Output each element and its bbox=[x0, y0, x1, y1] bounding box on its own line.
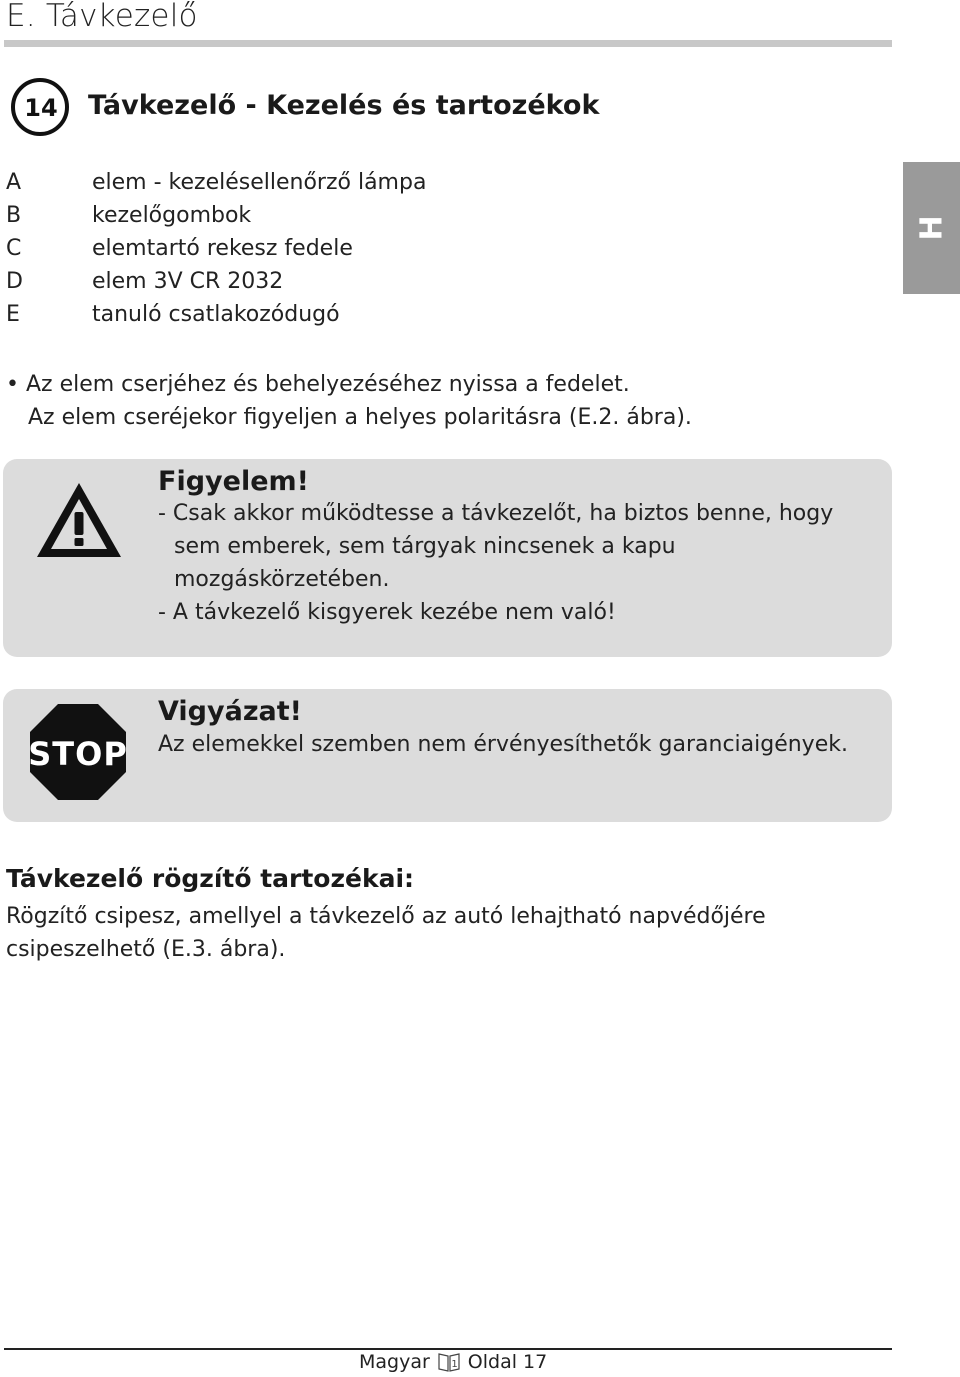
bullet-text-line-1: Az elem cserjéhez és behelyezéséhez nyissa a fedelet. bbox=[25, 372, 630, 397]
warning-line-1: - Csak akkor működtesse a távkezelőt, ha biztos benne, hogy bbox=[158, 501, 834, 526]
list-item bbox=[0, 269, 700, 302]
part-description: elemtartó rekesz fedele bbox=[92, 236, 353, 261]
bullet-text-line-2: Az elem cseréjekor figyeljen a helyes polaritásra (E.2. ábra). bbox=[28, 405, 692, 430]
parts-list bbox=[0, 170, 700, 335]
list-item bbox=[0, 302, 700, 335]
stop-sign-icon bbox=[28, 702, 128, 802]
caution-box bbox=[3, 689, 892, 822]
part-letter: A bbox=[6, 170, 22, 195]
page-footer bbox=[359, 1351, 547, 1373]
language-side-tab bbox=[903, 162, 960, 294]
section-number: 14 bbox=[24, 94, 58, 122]
part-letter: E bbox=[6, 302, 20, 327]
accessories-line-1: Rögzítő csipesz, amellyel a távkezelő az autó lehajtható napvédőjére bbox=[6, 904, 766, 929]
part-letter: B bbox=[6, 203, 22, 228]
book-icon bbox=[438, 1352, 460, 1372]
bullet-dot-icon: • bbox=[6, 372, 26, 397]
section-title: Távkezelő - Kezelés és tartozékok bbox=[88, 90, 600, 121]
footer-divider bbox=[4, 1348, 892, 1350]
bullet-paragraph bbox=[6, 372, 630, 397]
accessories-line-2: csipeszelhető (E.3. ábra). bbox=[6, 937, 286, 962]
warning-box bbox=[3, 459, 892, 657]
part-description: kezelőgombok bbox=[92, 203, 252, 228]
warning-line-2: sem emberek, sem tárgyak nincsenek a kapu bbox=[174, 534, 676, 559]
list-item bbox=[0, 203, 700, 236]
part-description: elem - kezelésellenőrző lámpa bbox=[92, 170, 427, 195]
caution-text: Az elemekkel szemben nem érvényesíthetők garanciaigények. bbox=[158, 732, 848, 757]
accessories-text bbox=[6, 900, 886, 966]
footer-page-number: Oldal 17 bbox=[467, 1351, 548, 1373]
side-tab-label: H bbox=[914, 215, 949, 241]
header-divider bbox=[4, 40, 892, 47]
list-item bbox=[0, 236, 700, 269]
section-number-badge bbox=[10, 77, 70, 137]
stop-sign-text: STOP bbox=[28, 735, 128, 773]
accessories-title: Távkezelő rögzítő tartozékai: bbox=[6, 864, 415, 893]
book-icon-number: 1 bbox=[451, 1359, 458, 1370]
list-item bbox=[0, 170, 700, 203]
warning-line-3: mozgáskörzetében. bbox=[174, 567, 390, 592]
part-description: elem 3V CR 2032 bbox=[92, 269, 284, 294]
page-header-title: E. Távkezelő bbox=[6, 0, 198, 34]
part-letter: C bbox=[6, 236, 22, 261]
part-description: tanuló csatlakozódugó bbox=[92, 302, 340, 327]
caution-heading: Vigyázat! bbox=[158, 696, 302, 727]
section-number-circle-icon bbox=[10, 77, 70, 137]
part-letter: D bbox=[6, 269, 23, 294]
warning-line-4: - A távkezelő kisgyerek kezébe nem való! bbox=[158, 600, 616, 625]
footer-language: Magyar bbox=[359, 1351, 430, 1373]
warning-triangle-icon bbox=[33, 479, 125, 561]
warning-heading: Figyelem! bbox=[158, 466, 309, 497]
